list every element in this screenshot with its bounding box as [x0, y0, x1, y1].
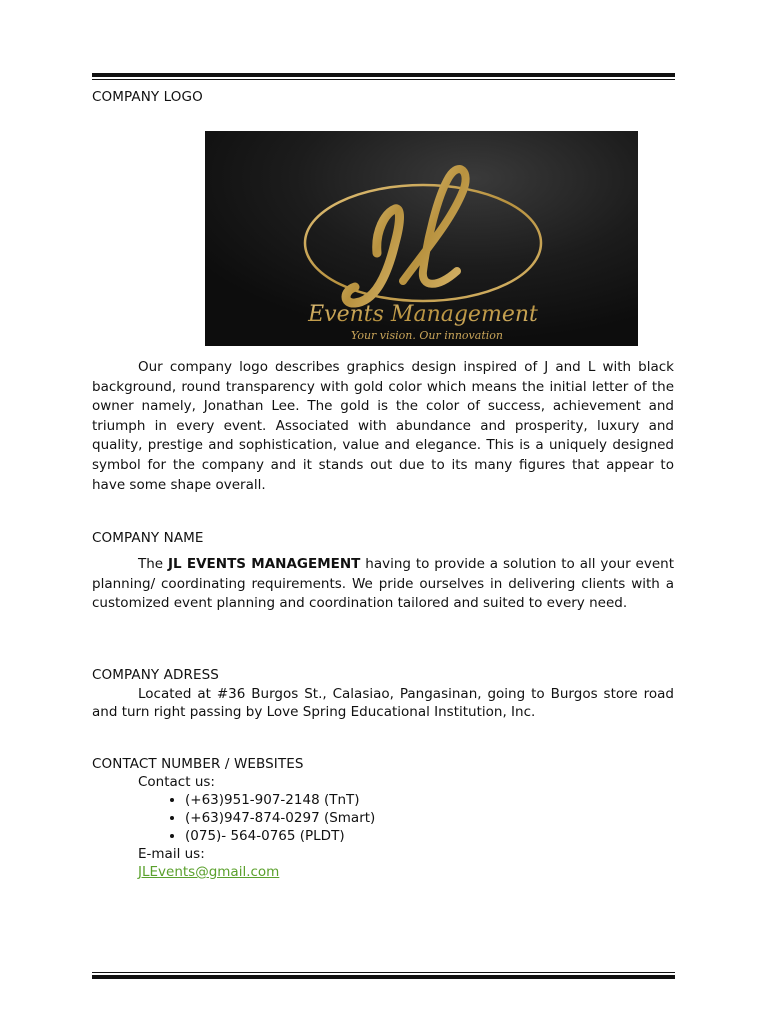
email-label: E-mail us: [138, 846, 205, 862]
company-logo-heading: COMPANY LOGO [92, 89, 203, 105]
contact-label: Contact us: [138, 774, 215, 790]
email-link[interactable]: JLEvents@gmail.com [138, 864, 280, 880]
name-intro: The [138, 556, 168, 572]
company-name-heading: COMPANY NAME [92, 530, 204, 546]
top-divider [92, 73, 675, 80]
company-logo-image [205, 131, 638, 346]
phone-list [138, 791, 375, 845]
phone-item: • (+63)947-874-0297 (Smart) [185, 809, 375, 827]
company-name-description [92, 555, 674, 614]
bottom-divider [92, 972, 675, 979]
logo-tagline: Your vision. Our innovation [351, 329, 503, 342]
name-rest: having to provide a solution to all your event planning/ coordinating requirements. We pride ourselves in delivering clients with a customized event planning and coordination tailored and suited to every need. [92, 556, 675, 612]
logo-description: Our company logo describes graphics design inspired of J and L with black background, round transparency with gold color which means the initial letter of the owner namely, Jonathan Lee. The gold is the color of success, achievement and triumph in every event. Associated with abundance and prosperity, luxury and quality, prestige and sophistication, value and elegance. This is a uniquely designed symbol for the company and it stands out due to its many figures that appear to have some shape overall. [92, 359, 674, 493]
company-address-text: Located at #36 Burgos St., Calasiao, Pangasinan, going to Burgos store road and turn right passing by Love Spring Educational Institution, Inc. [92, 686, 674, 720]
company-address-heading: COMPANY ADRESS [92, 667, 219, 683]
contact-heading: CONTACT NUMBER / WEBSITES [92, 756, 304, 772]
phone-item: • (075)- 564-0765 (PLDT) [185, 827, 375, 845]
logo-name: Events Management [308, 302, 538, 327]
contact-block [138, 773, 375, 881]
phone-item: • (+63)951-907-2148 (TnT) [185, 791, 375, 809]
company-name-bold: JL EVENTS MANAGEMENT [167, 556, 361, 572]
